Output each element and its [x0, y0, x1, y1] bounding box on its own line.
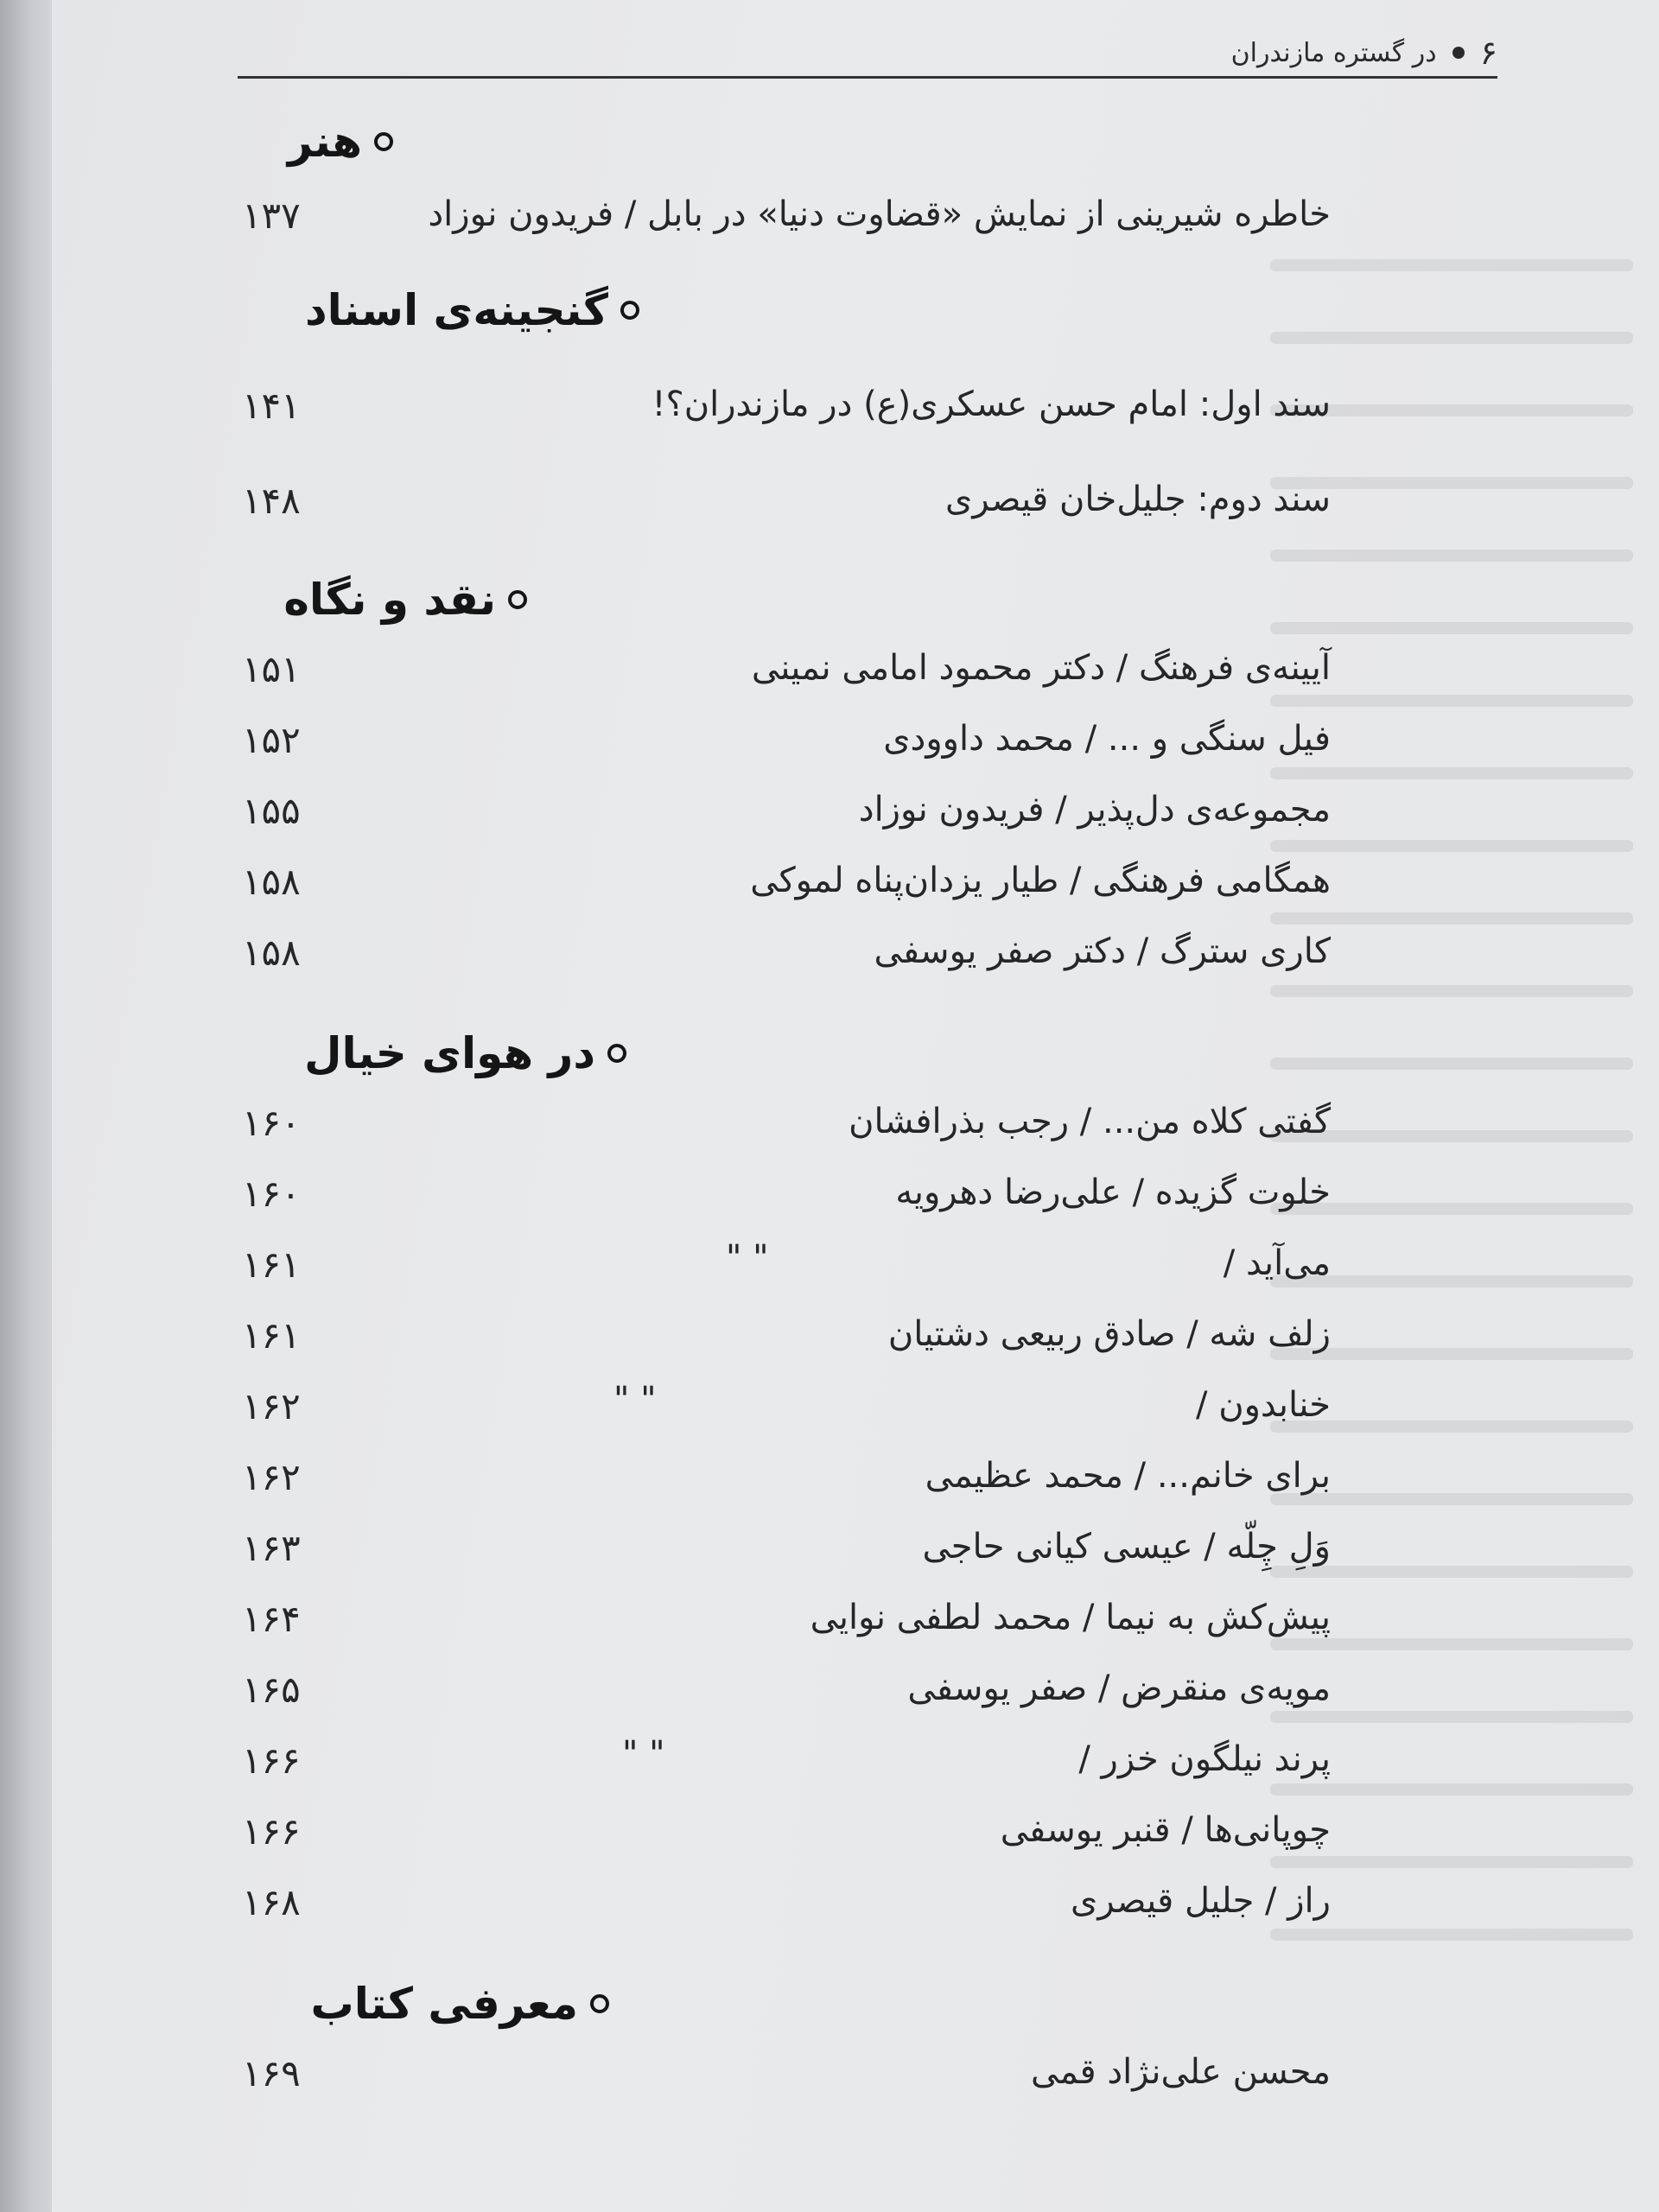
hollow-circle-icon — [374, 132, 393, 151]
toc-entry — [242, 861, 1331, 909]
entry-title: پیش‌کش به نیما / محمد لطفی نوایی — [810, 1598, 1331, 1637]
entry-page-number: ۱۶۱ — [242, 1243, 301, 1286]
toc-entry — [242, 1669, 1331, 1717]
entry-title: مویه‌ی منقرض / صفر یوسفی — [907, 1669, 1331, 1708]
entry-page-number: ۱۵۲ — [242, 719, 301, 761]
entry-title: چوپانی‌ها / قنبر یوسفی — [1000, 1810, 1331, 1850]
entry-page-number: ۱۶۴ — [242, 1598, 301, 1640]
hollow-circle-icon — [620, 301, 639, 320]
section-title-text: در هوای خیال — [304, 1028, 595, 1078]
ditto-mark: " " — [726, 1238, 769, 1278]
entry-title: وَلِ چِلّه / عیسی کیانی حاجی — [922, 1527, 1331, 1567]
entry-title: خاطره شیرینی از نمایش «قضاوت دنیا» در بابل / فریدون نوزاد — [428, 194, 1331, 234]
toc-entry — [242, 1881, 1331, 1929]
entry-page-number: ۱۵۵ — [242, 790, 301, 832]
hollow-circle-icon — [508, 590, 527, 609]
toc-entry — [242, 480, 1331, 528]
entry-title: راز / جلیل قیصری — [1071, 1881, 1331, 1921]
toc-entry — [242, 1810, 1331, 1859]
entry-page-number: ۱۶۶ — [242, 1739, 301, 1782]
toc-entry — [242, 1456, 1331, 1504]
section-title-text: گنجینه‌ی اسناد — [304, 285, 608, 335]
toc-entry — [242, 719, 1331, 767]
entry-title: کاری سترگ / دکتر صفر یوسفی — [874, 931, 1331, 971]
header-book-title: در گستره مازندران — [1230, 37, 1437, 68]
entry-page-number: ۱۳۷ — [242, 194, 301, 237]
entry-page-number: ۱۵۱ — [242, 648, 301, 690]
section-title-text: هنر — [287, 117, 362, 167]
toc-entry — [242, 790, 1331, 838]
entry-title: زلف شه / صادق ربیعی دشتیان — [887, 1314, 1331, 1354]
toc-entry — [242, 2052, 1331, 2101]
toc-entry — [242, 1238, 1331, 1292]
toc-entry — [242, 1102, 1331, 1150]
ditto-mark: " " — [613, 1380, 657, 1420]
entry-title: خلوت گزیده / علی‌رضا دهرویه — [895, 1173, 1331, 1212]
section-title-text: نقد و نگاه — [283, 575, 496, 625]
entry-page-number: ۱۶۶ — [242, 1810, 301, 1853]
entry-title: سند اول: امام حسن عسکری(ع) در مازندران؟! — [652, 385, 1331, 424]
entry-title: برای خانم... / محمد عظیمی — [925, 1456, 1331, 1496]
toc-entry — [242, 1734, 1331, 1788]
section-title-text: معرفی کتاب — [310, 1979, 578, 2029]
entry-title: محسن علی‌نژاد قمی — [1031, 2052, 1331, 2092]
entry-title: آیینه‌ی فرهنگ / دکتر محمود امامی نمینی — [751, 648, 1331, 688]
section-title-documents — [305, 285, 639, 335]
toc-entry — [242, 385, 1331, 433]
entry-title: همگامی فرهنگی / طیار یزدان‌پناه لموکی — [750, 861, 1331, 900]
entry-page-number: ۱۶۸ — [242, 1881, 301, 1923]
entry-page-number: ۱۶۱ — [242, 1314, 301, 1357]
entry-page-number: ۱۴۸ — [242, 480, 301, 522]
toc-entry — [242, 1527, 1331, 1575]
section-title-critique — [283, 575, 527, 625]
hollow-circle-icon — [607, 1044, 626, 1063]
section-title-art — [288, 117, 393, 167]
entry-title: گفتی کلاه من... / رجب بذرافشان — [849, 1102, 1331, 1141]
entry-title: سند دوم: جلیل‌خان قیصری — [945, 480, 1331, 519]
toc-entry — [242, 931, 1331, 980]
entry-title: مجموعه‌ی دل‌پذیر / فریدون نوزاد — [858, 790, 1331, 830]
entry-page-number: ۱۶۵ — [242, 1669, 301, 1711]
toc-entry — [242, 194, 1331, 243]
entry-title: فیل سنگی و ... / محمد داوودی — [883, 719, 1331, 759]
toc-entry — [242, 1380, 1331, 1433]
section-title-book-intro — [310, 1979, 609, 2029]
entry-title: می‌آید / — [1223, 1243, 1331, 1283]
toc-entry — [242, 1173, 1331, 1221]
entry-page-number: ۱۵۸ — [242, 861, 301, 903]
entry-page-number: ۱۵۸ — [242, 931, 301, 974]
entry-page-number: ۱۶۲ — [242, 1385, 301, 1427]
hollow-circle-icon — [590, 1994, 609, 2013]
toc-entry — [242, 1598, 1331, 1646]
entry-title: خنابدون / — [1196, 1385, 1331, 1425]
toc-entry — [242, 1314, 1331, 1363]
section-title-imagination — [304, 1028, 626, 1078]
ditto-mark: " " — [622, 1734, 665, 1774]
toc-entry — [242, 648, 1331, 696]
entry-page-number: ۱۶۹ — [242, 2052, 301, 2094]
entry-page-number: ۱۶۰ — [242, 1173, 301, 1215]
entry-page-number: ۱۶۳ — [242, 1527, 301, 1569]
header-page-number: ۶ — [1479, 34, 1497, 72]
entry-page-number: ۱۶۲ — [242, 1456, 301, 1498]
entry-page-number: ۱۴۱ — [242, 385, 301, 427]
entry-page-number: ۱۶۰ — [242, 1102, 301, 1144]
entry-title: پرند نیلگون خزر / — [1078, 1739, 1331, 1779]
